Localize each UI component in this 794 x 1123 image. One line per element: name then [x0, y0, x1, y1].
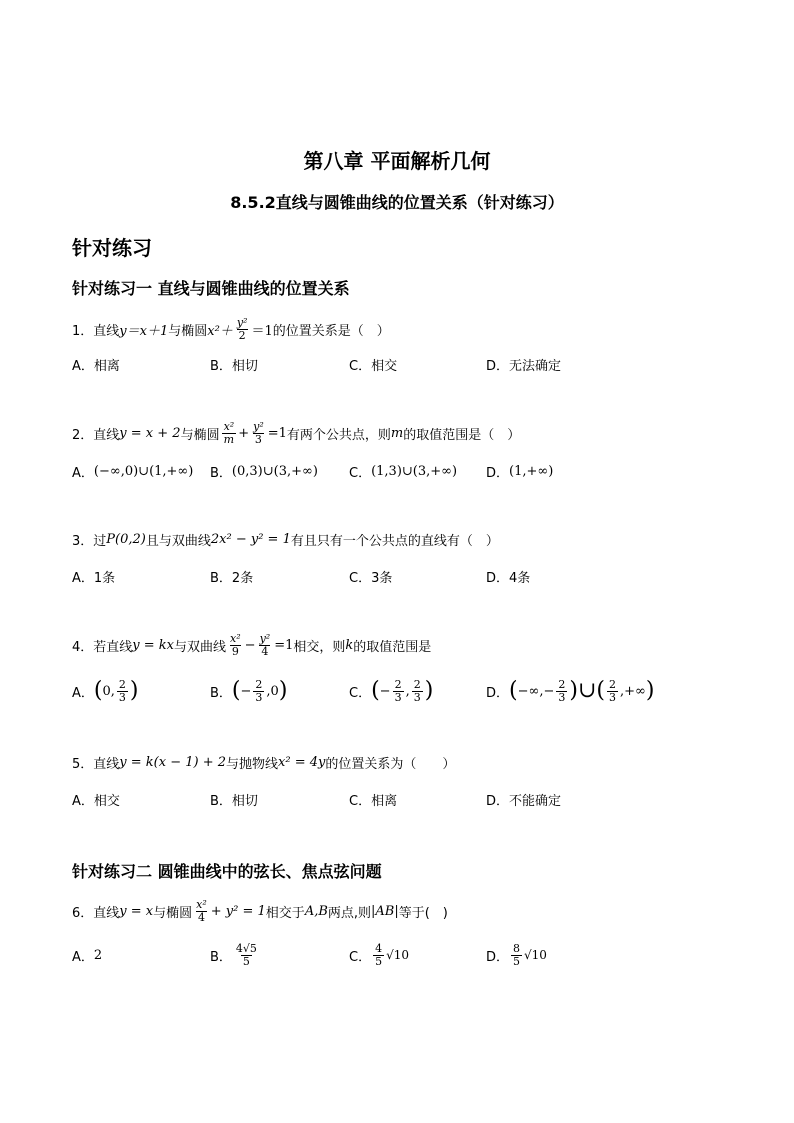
question-number: 6． [72, 905, 94, 921]
option-c[interactable]: C． 相离 [349, 793, 398, 809]
option-b[interactable]: B． (0,3)∪(3,+∞) [210, 463, 318, 481]
options-5 [72, 785, 732, 813]
option-a[interactable]: A． 相交 [72, 793, 120, 809]
options-4 [72, 674, 732, 708]
option-d[interactable]: D． $\frac{8}{5}$ √10 [486, 941, 547, 968]
option-b[interactable]: B． ( − $\frac{2}{3}$ ,0 ) [210, 677, 288, 704]
options-1 [72, 350, 732, 378]
option-b[interactable]: B． 2条 [210, 570, 254, 586]
fraction: $\frac{\text{y²}}{3}$ [253, 419, 264, 446]
question-number: 2． [72, 427, 94, 443]
option-c[interactable]: C． 相交 [349, 358, 398, 374]
options-3 [72, 562, 732, 590]
option-c[interactable]: C． $\frac{4}{5}$ √10 [349, 941, 409, 968]
option-d[interactable]: D． (1,+∞) [486, 463, 554, 481]
option-b[interactable]: B． $\frac{4√5}{5}$ [210, 941, 257, 968]
option-a[interactable]: A． ( 0, $\frac{2}{3}$ ) [72, 677, 139, 704]
lesson-subtitle: 8.5.2直线与圆锥曲线的位置关系（针对练习） [230, 193, 564, 212]
question-3: 3． 过 P(0,2) 且与双曲线 2x² − y² = 1 有且只有一个公共点的直线有（ ） [72, 531, 499, 549]
question-number: 5． [72, 756, 94, 772]
option-a[interactable]: A． 2 [72, 947, 103, 965]
option-c[interactable]: C． 3条 [349, 570, 393, 586]
option-d[interactable]: D． 无法确定 [486, 358, 562, 374]
question-1: 1． 直线 y＝x＋1 与椭圆 x²＋ $\frac{\text{y²}}{2}$ ＝1 的位置关系是（ ） [72, 315, 390, 342]
section-title: 针对练习 [72, 236, 152, 260]
fraction: $\frac{\text{x²}}{4}$ [196, 897, 207, 924]
option-c[interactable]: C． (1,3)∪(3,+∞) [349, 463, 458, 481]
options-6 [72, 938, 732, 972]
fraction: $\frac{\text{y²}}{4}$ [259, 631, 271, 658]
option-a[interactable]: A． (−∞,0)∪(1,+∞) [72, 463, 194, 481]
option-d[interactable]: D． ( −∞,− $\frac{2}{3}$ ) ∪ ( $\frac{2}{3}$ ,+∞ ) [486, 677, 655, 704]
question-5: 5． 直线 y = k(x − 1) + 2 与抛物线 x² = 4y 的位置关系为（ ） [72, 754, 456, 772]
question-number: 4． [72, 639, 94, 655]
subsection-title-2: 针对练习二 圆锥曲线中的弦长、焦点弦问题 [72, 862, 382, 881]
question-6: 6． 直线 y = x 与椭圆 $\frac{\text{x²}}{4}$ + y² = 1 相交于 A,B 两点,则 |AB| 等于( ) [72, 897, 448, 924]
chapter-title: 第八章 平面解析几何 [303, 149, 491, 173]
options-2 [72, 457, 732, 485]
subsection-title-1: 针对练习一 直线与圆锥曲线的位置关系 [72, 279, 350, 298]
option-a[interactable]: A． 相离 [72, 358, 120, 374]
question-2: 2． 直线 y = x + 2 与椭圆 $\frac{\text{x²}}{m}$ + $\frac{\text{y²}}{3}$ =1 有两个公共点，则 m 的取值范围是（ ） [72, 419, 521, 446]
fraction: $\frac{\text{y²}}{2}$ [236, 315, 248, 342]
fraction: $\frac{\text{x²}}{m}$ [223, 419, 235, 446]
option-a[interactable]: A． 1条 [72, 570, 116, 586]
option-c[interactable]: C． ( − $\frac{2}{3}$ , $\frac{2}{3}$ ) [349, 677, 434, 704]
option-b[interactable]: B． 相切 [210, 793, 258, 809]
option-d[interactable]: D． 4条 [486, 570, 531, 586]
question-number: 1． [72, 323, 94, 339]
option-d[interactable]: D． 不能确定 [486, 793, 562, 809]
fraction: $\frac{\text{x²}}{9}$ [230, 631, 241, 658]
option-b[interactable]: B． 相切 [210, 358, 258, 374]
question-number: 3． [72, 533, 94, 549]
question-4: 4． 若直线 y = kx 与双曲线 $\frac{\text{x²}}{9}$ − $\frac{\text{y²}}{4}$ =1 相交，则 k 的取值范围是 [72, 631, 432, 658]
